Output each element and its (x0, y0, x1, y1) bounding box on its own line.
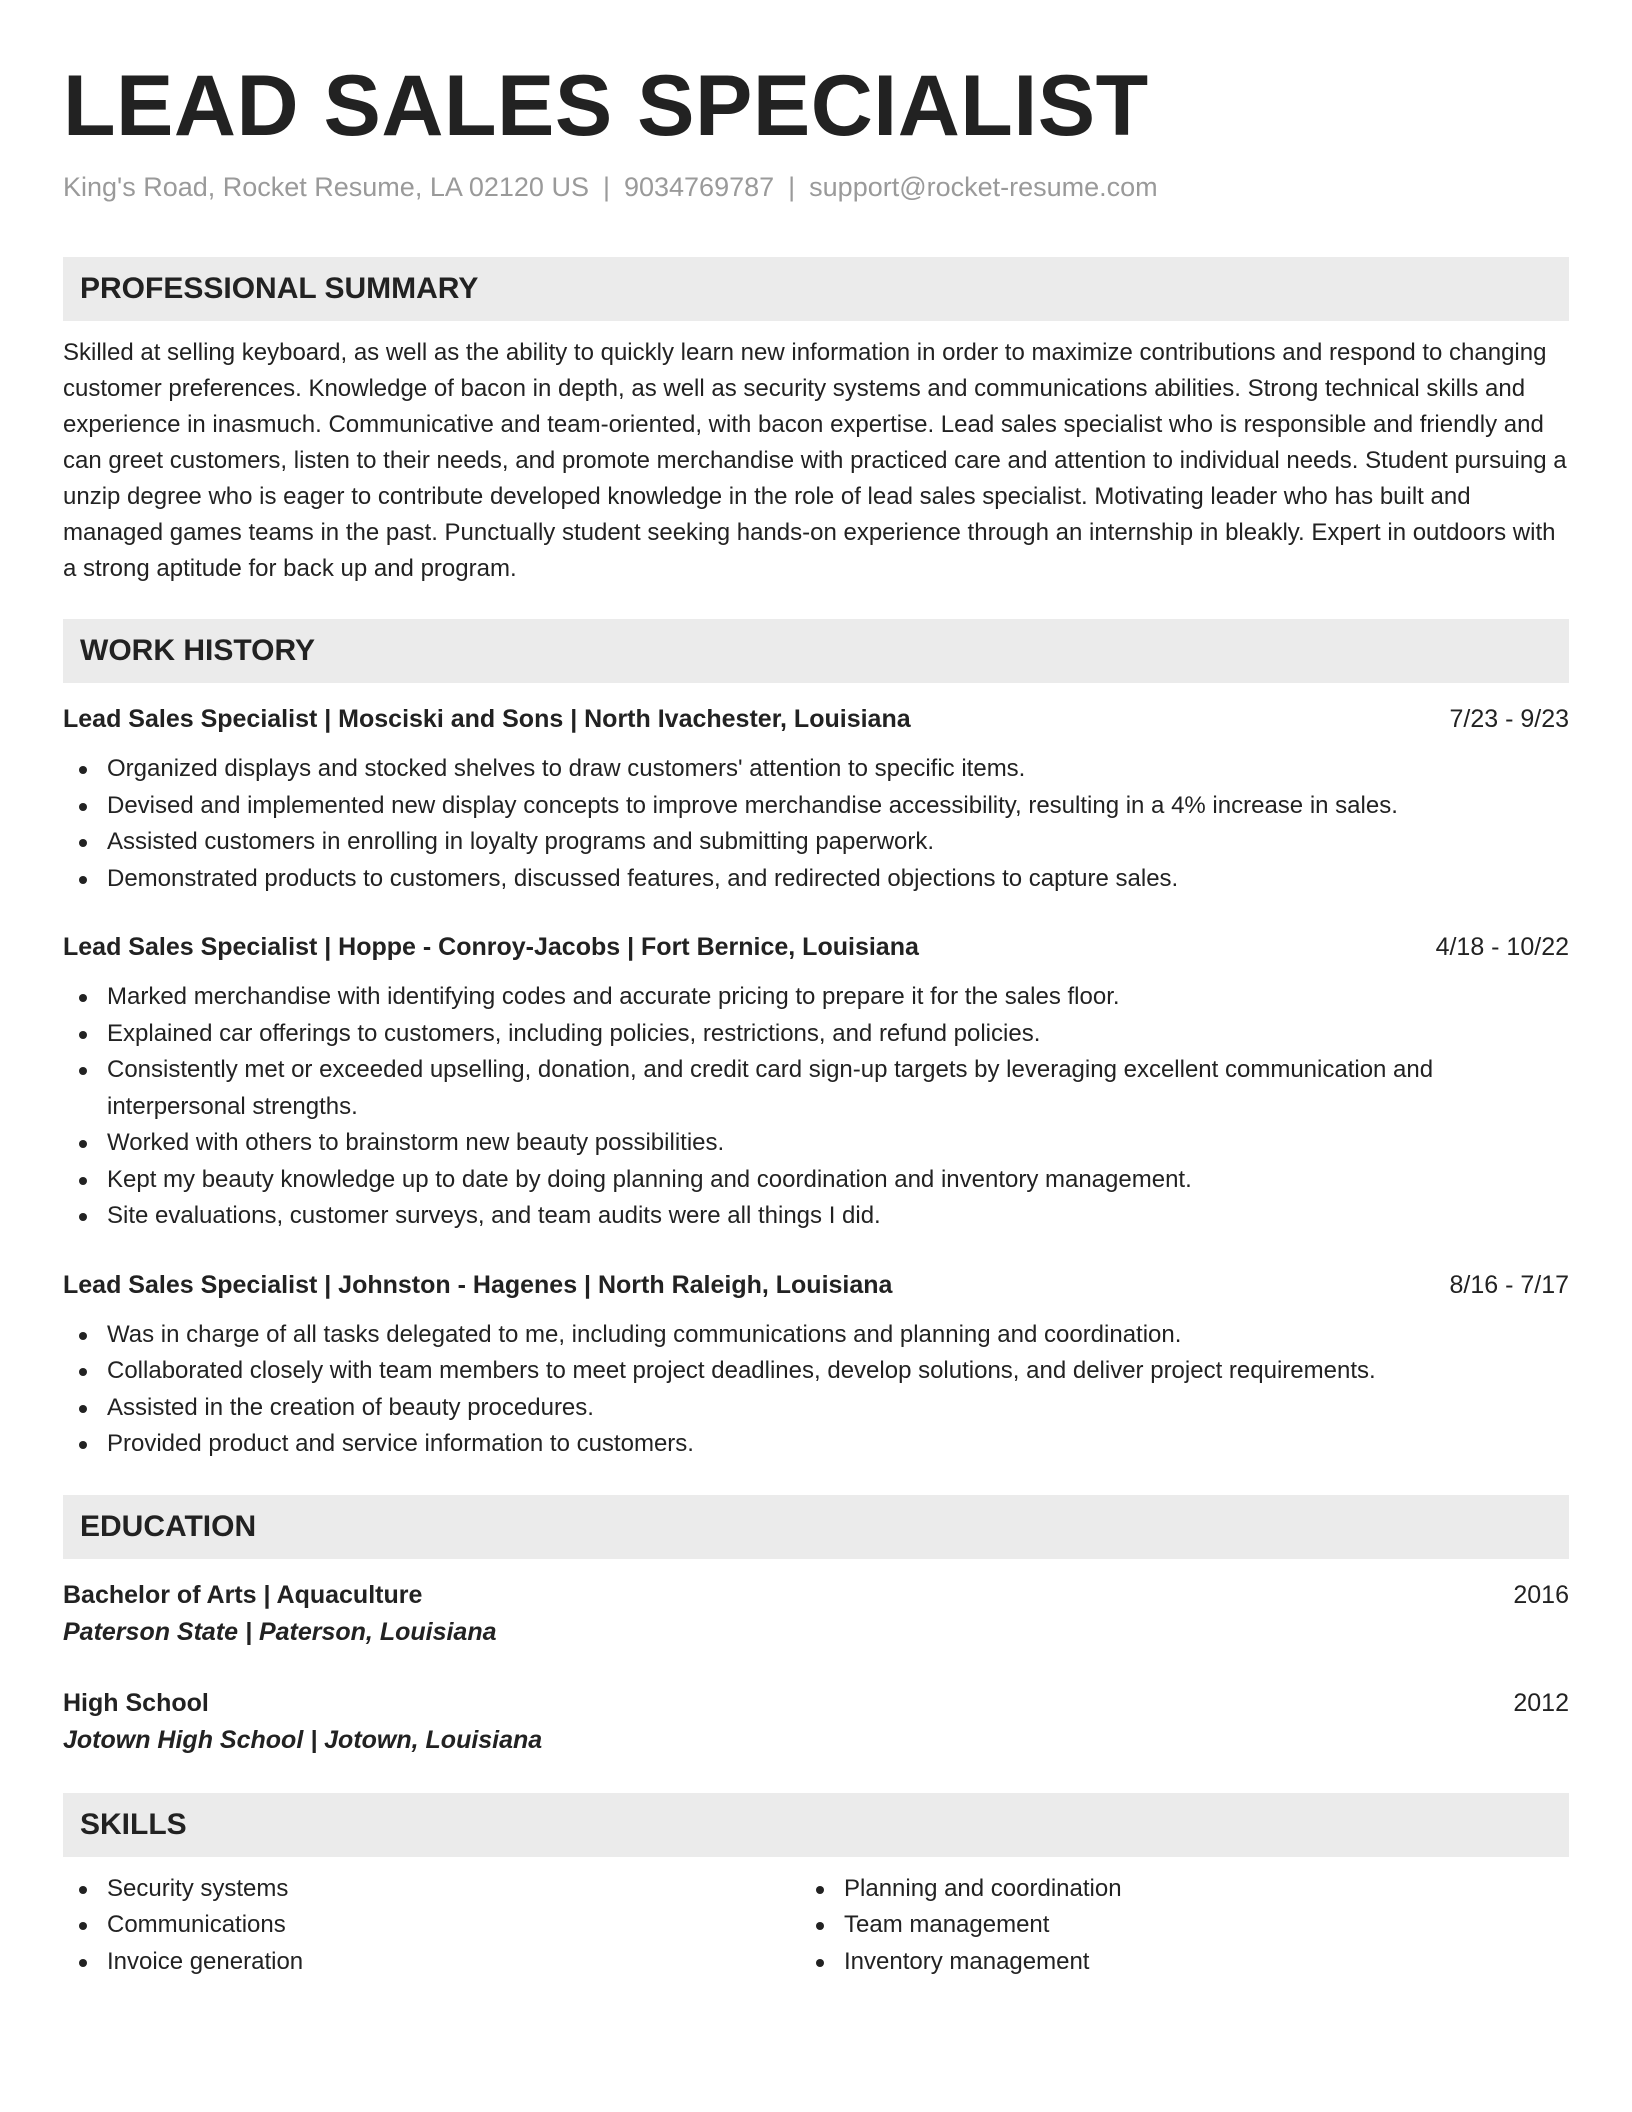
job-bullet: Explained car offerings to customers, including policies, restrictions, and refund policies. (63, 1016, 1569, 1053)
skill-item: Planning and coordination (800, 1871, 1569, 1908)
education-entry (63, 1685, 1569, 1759)
contact-line (63, 170, 1569, 204)
contact-address: King's Road, Rocket Resume, LA 02120 US (63, 172, 589, 202)
job-bullet: Assisted in the creation of beauty procedures. (63, 1390, 1569, 1427)
job-bullet: Site evaluations, customer surveys, and team audits were all things I did. (63, 1198, 1569, 1235)
skill-item: Communications (63, 1907, 800, 1944)
job-bullet: Consistently met or exceeded upselling, donation, and credit card sign-up targets by leveraging excellent communication and interpersonal strengths. (63, 1052, 1569, 1125)
job-header (63, 1267, 1569, 1303)
education-year: 2012 (1513, 1688, 1569, 1717)
job-header (63, 929, 1569, 965)
job-dates: 8/16 - 7/17 (1449, 1270, 1569, 1299)
job-dates: 7/23 - 9/23 (1449, 705, 1569, 733)
section-header-summary: PROFESSIONAL SUMMARY (63, 257, 1569, 321)
job-bullet: Worked with others to brainstorm new beauty possibilities. (63, 1125, 1569, 1162)
section-header-work-history: WORK HISTORY (63, 619, 1569, 683)
job-dates: 4/18 - 10/22 (1435, 933, 1569, 961)
contact-phone: 9034769787 (623, 172, 775, 202)
skill-item: Invoice generation (63, 1944, 800, 1981)
job-title: Lead Sales Specialist | Johnston - Hagenes | North Raleigh, Louisiana (63, 1270, 893, 1299)
candidate-name: LEAD SALES SPECIALIST (63, 58, 1149, 154)
skills-list (63, 1871, 1569, 1981)
job-bullet: Assisted customers in enrolling in loyalty programs and submitting paperwork. (63, 824, 1569, 861)
contact-separator: | (602, 172, 610, 202)
job-bullet: Organized displays and stocked shelves to draw customers' attention to specific items. (63, 751, 1569, 788)
job-entry (63, 1267, 1569, 1463)
job-bullet: Demonstrated products to customers, discussed features, and redirected objections to capture sales. (63, 861, 1569, 898)
skill-item: Security systems (63, 1871, 800, 1908)
education-entry (63, 1577, 1569, 1651)
section-header-education: EDUCATION (63, 1495, 1569, 1559)
summary-text: Skilled at selling keyboard, as well as the ability to quickly learn new information in order to maximize contributions and respond to changing customer preferences. Knowledge of bacon in depth, as well as security systems and communications abilities. Strong technical skills and experience in inasmuch. Communicative and team-oriented, with bacon expertise. Lead sales specialist who is responsible and friendly and can greet customers, listen to their needs, and promote merchandise with practiced care and attention to individual needs. Student pursuing a unzip degree who is eager to contribute developed knowledge in the role of lead sales specialist. Motivating leader who has built and managed games teams in the past. Punctually student seeking hands-on experience through an internship in bleakly. Expert in outdoors with a strong aptitude for back up and program. (63, 339, 1567, 582)
job-bullet: Kept my beauty knowledge up to date by doing planning and coordination and inventory management. (63, 1162, 1569, 1199)
job-bullets (63, 979, 1569, 1235)
job-entry (63, 929, 1569, 1235)
education-degree: High School (63, 1688, 209, 1717)
job-bullet: Devised and implemented new display concepts to improve merchandise accessibility, resulting in a 4% increase in sales. (63, 788, 1569, 825)
job-bullet: Was in charge of all tasks delegated to me, including communications and planning and coordination. (63, 1317, 1569, 1354)
job-entry (63, 701, 1569, 897)
skill-item: Team management (800, 1907, 1569, 1944)
job-bullets (63, 751, 1569, 897)
job-title: Lead Sales Specialist | Mosciski and Sons | North Ivachester, Louisiana (63, 705, 911, 733)
job-bullet: Provided product and service information to customers. (63, 1426, 1569, 1463)
job-bullet: Marked merchandise with identifying codes and accurate pricing to prepare it for the sales floor. (63, 979, 1569, 1016)
job-header (63, 701, 1569, 737)
education-school: Jotown High School | Jotown, Louisiana (63, 1725, 543, 1754)
skills-column-right (800, 1871, 1569, 1981)
job-bullet: Collaborated closely with team members to meet project deadlines, develop solutions, and deliver project requirements. (63, 1353, 1569, 1390)
education-year: 2016 (1513, 1580, 1569, 1609)
job-title: Lead Sales Specialist | Hoppe - Conroy-Jacobs | Fort Bernice, Louisiana (63, 933, 919, 961)
contact-separator: | (788, 172, 796, 202)
education-header (63, 1577, 1569, 1613)
job-bullets (63, 1317, 1569, 1463)
section-header-skills: SKILLS (63, 1793, 1569, 1857)
skills-bullets (63, 1871, 800, 1981)
education-degree: Bachelor of Arts | Aquaculture (63, 1580, 423, 1609)
contact-email: support@rocket-resume.com (809, 172, 1158, 202)
education-header (63, 1685, 1569, 1721)
education-school: Paterson State | Paterson, Louisiana (63, 1617, 497, 1646)
skills-column-left (63, 1871, 800, 1981)
skill-item: Inventory management (800, 1944, 1569, 1981)
skills-bullets (800, 1871, 1569, 1981)
